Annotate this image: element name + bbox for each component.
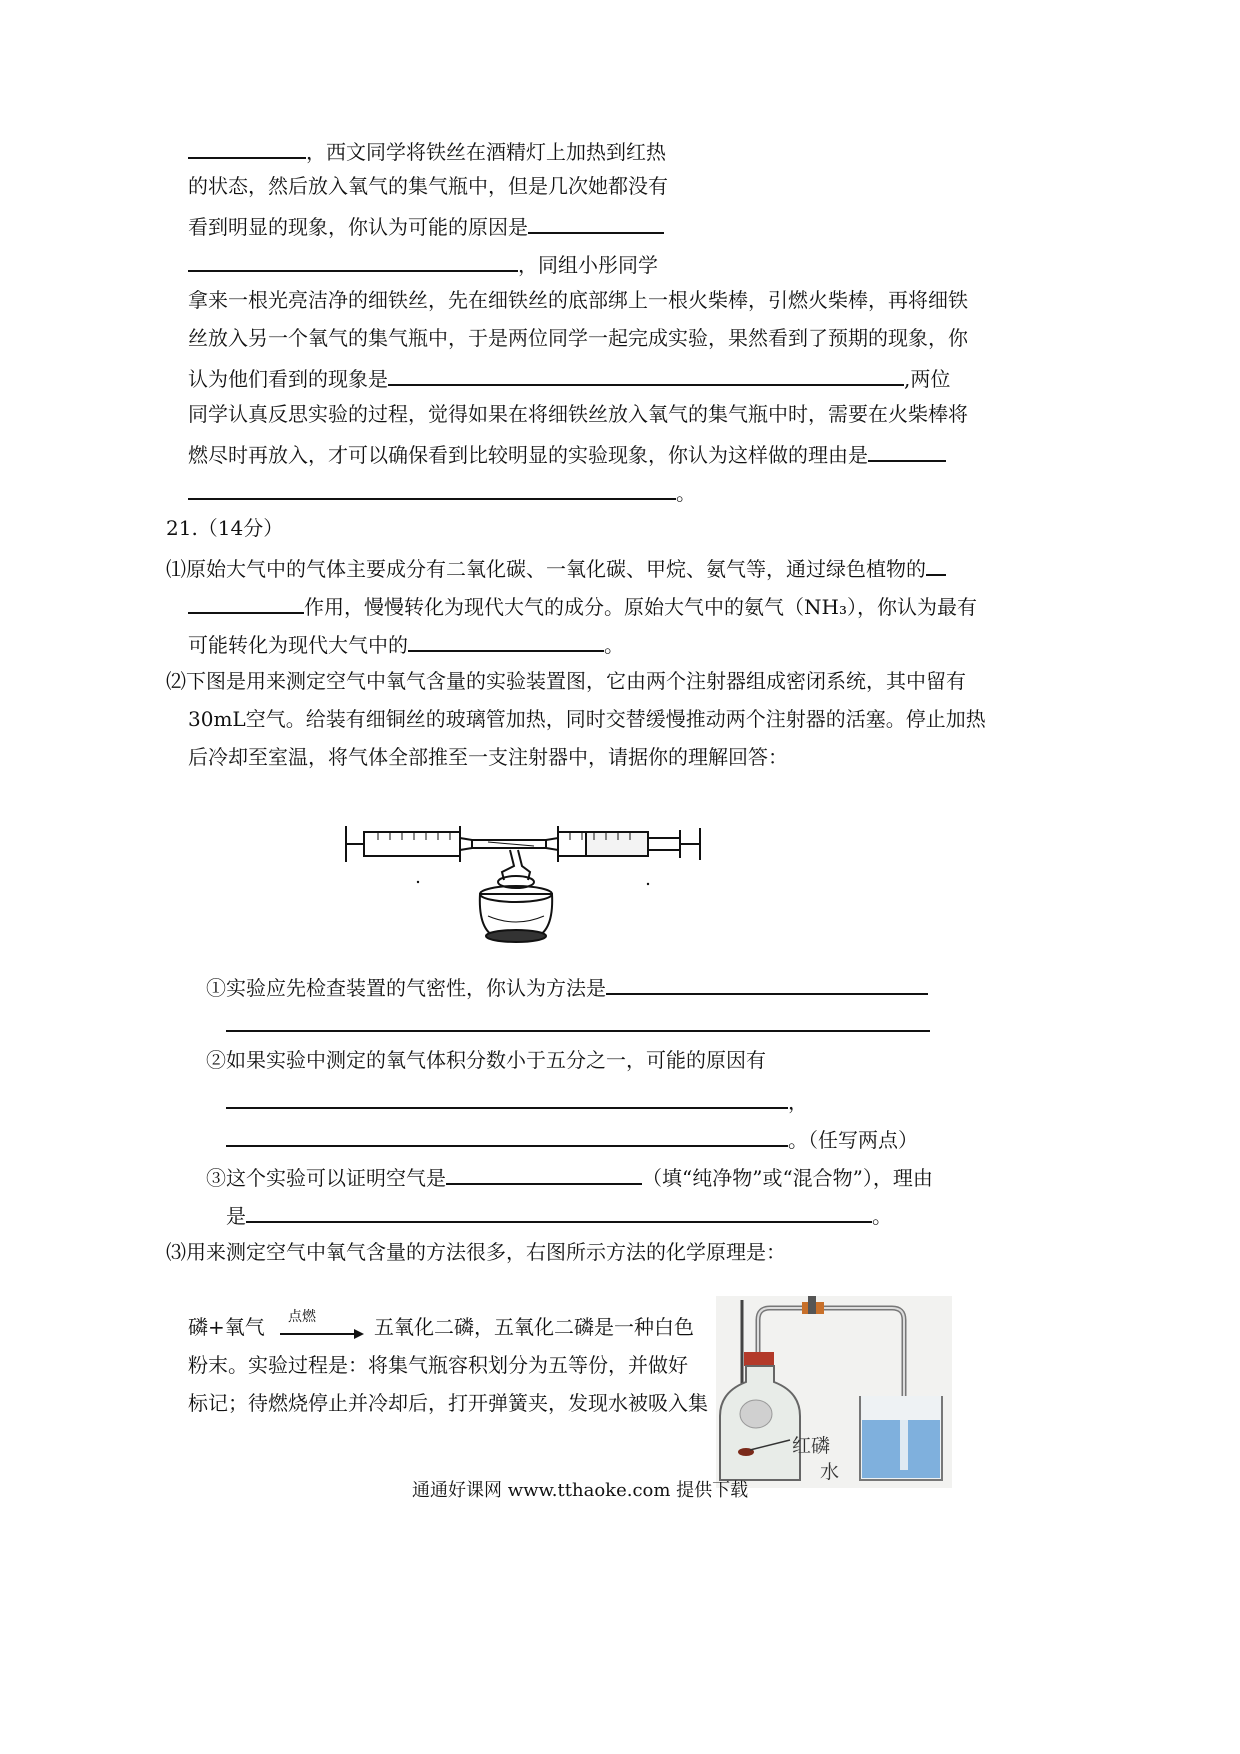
q20-line8: 同学认真反思实验的过程，觉得如果在将细铁丝放入氧气的集气瓶中时，需要在火柴棒将 bbox=[188, 402, 968, 426]
q20-line4: ，同组小彤同学 bbox=[188, 248, 658, 279]
q20-line3: 看到明显的现象，你认为可能的原因是 bbox=[188, 210, 664, 241]
answer-blank[interactable] bbox=[528, 210, 664, 234]
answer-blank[interactable] bbox=[446, 1161, 642, 1185]
q21-p3-line1: ⑶用来测定空气中氧气含量的方法很多，右图所示方法的化学原理是： bbox=[166, 1240, 786, 1264]
q21-p2-line1: ⑵下图是用来测定空气中氧气含量的实验装置图，它由两个注射器组成密闭系统，其中留有 bbox=[166, 669, 966, 693]
q20-line2: 的状态，然后放入氧气的集气瓶中，但是几次她都没有 bbox=[188, 174, 668, 198]
q21-p3-line2: 粉末。实验过程是：将集气瓶容积划分为五等份，并做好 bbox=[188, 1353, 688, 1377]
red-phosphorus-label: 红磷 bbox=[792, 1435, 831, 1457]
q21-p2-line3: 后冷却至室温，将气体全部推至一支注射器中，请据你的理解回答： bbox=[188, 745, 788, 769]
q21-sub1: ①实验应先检查装置的气密性，你认为方法是 bbox=[206, 971, 928, 1002]
q20-line5: 拿来一根光亮洁净的细铁丝，先在细铁丝的底部绑上一根火柴棒，引燃火柴棒，再将细铁 bbox=[188, 288, 968, 312]
q20-line9: 燃尽时再放入，才可以确保看到比较明显的实验现象，你认为这样做的理由是 bbox=[188, 438, 946, 469]
q21-sub1-line2 bbox=[226, 1008, 930, 1039]
footer-text: 通通好课网 www.tthaoke.com 提供下载 bbox=[412, 1480, 749, 1501]
reaction-condition: 点燃 bbox=[288, 1309, 316, 1325]
q20-line6: 丝放入另一个氧气的集气瓶中，于是两位同学一起完成实验，果然看到了预期的现象，你 bbox=[188, 326, 968, 350]
answer-blank[interactable] bbox=[188, 135, 306, 159]
q21-equation-right: 五氧化二磷，五氧化二磷是一种白色 bbox=[374, 1315, 694, 1339]
q21-p3-line3: 标记；待燃烧停止并冷却后，打开弹簧夹，发现水被吸入集 bbox=[188, 1391, 708, 1415]
q21-p1-line2: 作用，慢慢转化为现代大气的成分。原始大气中的氨气（NH₃），你认为最有 bbox=[188, 590, 977, 621]
q21-header: 21.（14分） bbox=[166, 516, 284, 540]
answer-blank[interactable] bbox=[606, 971, 928, 995]
q21-sub2: ②如果实验中测定的氧气体积分数小于五分之一，可能的原因有 bbox=[206, 1048, 766, 1072]
answer-blank[interactable] bbox=[226, 1008, 930, 1032]
answer-blank[interactable] bbox=[188, 248, 518, 272]
q20-line1: ，西文同学将铁丝在酒精灯上加热到红热 bbox=[188, 135, 666, 166]
q21-p1-line3: 可能转化为现代大气中的 。 bbox=[188, 628, 624, 659]
answer-blank[interactable] bbox=[226, 1123, 788, 1147]
q21-sub3: ③这个实验可以证明空气是 （填“纯净物”或“混合物”），理由 bbox=[206, 1161, 933, 1192]
q21-p2-line2: 30mL空气。给装有细铜丝的玻璃管加热，同时交替缓慢推动两个注射器的活塞。停止加热 bbox=[188, 707, 986, 731]
answer-blank[interactable] bbox=[246, 1199, 872, 1223]
syringe-apparatus-figure bbox=[338, 820, 718, 950]
q20-line7: 认为他们看到的现象是 ,两位 bbox=[188, 362, 950, 393]
answer-blank[interactable] bbox=[408, 628, 604, 652]
answer-blank[interactable] bbox=[188, 590, 304, 614]
answer-blank[interactable] bbox=[188, 476, 676, 500]
answer-blank[interactable] bbox=[388, 362, 904, 386]
q21-equation-line: 磷+氧气 bbox=[188, 1315, 265, 1339]
answer-blank[interactable] bbox=[226, 1085, 788, 1109]
q21-p1-line1: ⑴原始大气中的气体主要成分有二氧化碳、一氧化碳、甲烷、氨气等，通过绿色植物的 bbox=[166, 552, 946, 583]
answer-blank[interactable] bbox=[868, 438, 946, 462]
water-label: 水 bbox=[820, 1461, 840, 1483]
q20-line10: 。 bbox=[188, 476, 696, 507]
reaction-arrow-icon bbox=[278, 1326, 364, 1342]
q21-sub2-line2: ， bbox=[226, 1085, 808, 1116]
rubber-stopper bbox=[744, 1352, 774, 1366]
q21-sub3-line2: 是 。 bbox=[226, 1199, 892, 1230]
q21-sub2-line3: 。（任写两点） bbox=[226, 1123, 918, 1154]
answer-blank[interactable] bbox=[926, 552, 946, 576]
